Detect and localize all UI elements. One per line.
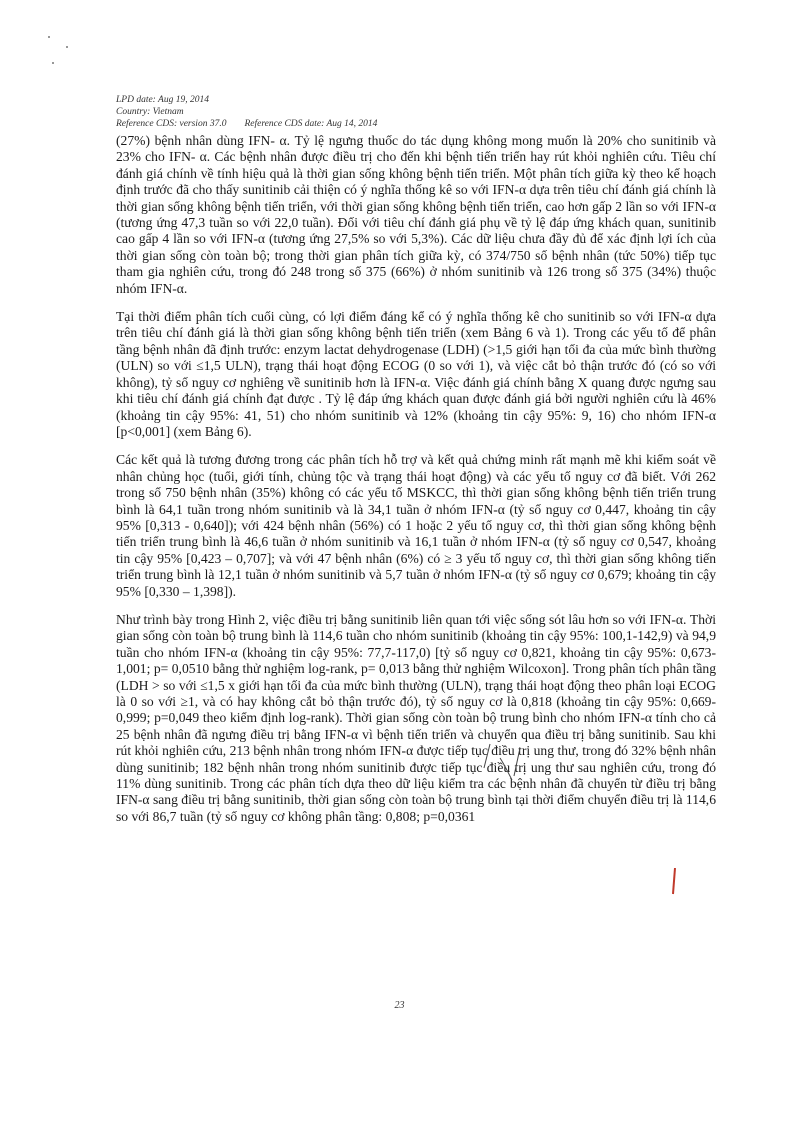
header-reference-version: Reference CDS: version 37.0 <box>116 119 227 129</box>
header-reference-date: Reference CDS date: Aug 14, 2014 <box>244 119 378 129</box>
header-reference <box>116 118 377 130</box>
header-lpd-date: LPD date: Aug 19, 2014 <box>116 95 209 105</box>
red-pen-mark <box>670 868 678 896</box>
page-number: 23 <box>394 1000 405 1011</box>
document-header <box>116 94 377 130</box>
scan-speck <box>52 62 54 64</box>
paragraph-3: Các kết quả là tương đương trong các phân tích hỗ trợ và kết quả chứng minh rất mạnh mẽ khi kiểm soát về nhân chủng học (tuổi, giới tính, chủng tộc và trạng thái hoạt động) và các yếu tố nguy cơ đã biết. Với 262 trong số 750 bệnh nhân (35%) không có các yếu tố MSKCC, thì thời gian sống không bệnh tiến triển trung bình là 64,1 tuần trong nhóm sunitinib và là 34,1 tuần ở nhóm IFN-α (tỷ số nguy cơ 0,447, khoảng tin cậy 95% [0,313 - 0,640]); với 424 bệnh nhân (56%) có 1 hoặc 2 yếu tố nguy cơ, thì thời gian sống không bệnh tiến triển trung bình là 46,6 tuần ở nhóm sunitinib và 16,1 tuần ở nhóm IFN-α (tỷ số nguy cơ 0,547, khoảng tin cậy 95% [0,423 – 0,707]; và với 47 bệnh nhân (6%) có ≥ 3 yếu tố nguy cơ, thì thời gian sống không tiến triển trung bình là 12,1 tuần ở nhóm sunitinib và 5,7 tuần ở nhóm IFN-α (tỷ số nguy cơ 0,679; khoảng tin cậy 95% [0,330 – 1,398]). <box>116 452 716 599</box>
document-body <box>116 133 716 837</box>
header-country: Country: Vietnam <box>116 107 184 117</box>
scan-speck <box>48 36 50 38</box>
paragraph-2: Tại thời điểm phân tích cuối cùng, có lợi điểm đáng kể có ý nghĩa thống kê cho sunitinib so với IFN-α dựa trên tiêu chí đánh giá là thời gian sống không bệnh tiến triển (xem Bảng 6 và 1). Trong các yếu tố để phân tầng bệnh nhân đã định trước: enzym lactat dehydrogenase (LDH) (>1,5 giới hạn tối đa của mức bình thường (ULN) so với ≤1,5 ULN), trạng thái hoạt động ECOG (0 so với 1), và việc cắt bỏ thận trước đó (có so với không), tỷ số nguy cơ nghiêng về sunitinib hơn là IFN-α. Việc đánh giá chính bằng X quang được ngưng sau khi tiêu chí đánh giá chính đạt được . Tỷ lệ đáp ứng khách quan được đánh giá bởi người nghiên cứu là 46% (khoảng tin cậy 95%: 41, 51) cho nhóm sunitinib và 12% (khoảng tin cậy 95%: 9, 16) cho nhóm IFN-α [p<0,001] (xem Bảng 6). <box>116 309 716 439</box>
scan-speck <box>66 46 68 48</box>
paragraph-4: Như trình bày trong Hình 2, việc điều trị bằng sunitinib liên quan tới việc sống sót lâu hơn so với IFN-α. Thời gian sống còn toàn bộ trung bình là 114,6 tuần cho nhóm sunitinib (khoảng tin cậy 95%: 100,1-142,9) và 94,9 tuần cho nhóm IFN-α (khoảng tin cậy 95%: 77,7-117,0) [tỷ số nguy cơ 0,821, khoảng tin cậy 95%: 0,673-1,001; p= 0,0510 bằng thử nghiệm log-rank, p= 0,013 bằng thử nghiệm Wilcoxon]. Trong phân tích phân tầng (LDH > so với ≤1,5 x giới hạn tối đa của mức bình thường (ULN), trạng thái hoạt động theo phân loại ECOG là 0 so với ≥1, và có hay không cắt bỏ thận trước đó), tỷ số nguy cơ là 0,818 (khoảng tin cậy 95%: 0,669-0,999; p=0,049 theo kiểm định log-rank). Thời gian sống còn toàn bộ trung bình cho nhóm IFN-α tính cho cả 25 bệnh nhân đã ngưng điều trị bằng IFN-α vì bệnh tiến triển và chuyển qua điều trị bằng sunitinib. Sau khi rút khỏi nghiên cứu, 213 bệnh nhân trong nhóm IFN-α được tiếp tục điều trị ung thư, trong đó 32% bệnh nhân dùng sunitinib; 182 bệnh nhân trong nhóm sunitinib được tiếp tục điều trị ung thư sau nghiên cứu, trong đó 11% dùng sunitinib. Trong các phân tích dựa theo dữ liệu kiểm tra các bệnh nhân đã chuyển từ điều trị bằng IFN-α sang điều trị bằng sunitinib, thời gian sống còn toàn bộ trung bình tại thời điểm chuyển điều trị là 114,6 so với 86,7 tuần (tỷ số nguy cơ không phân tầng: 0,808; p=0,0361 <box>116 611 716 824</box>
paragraph-1: (27%) bệnh nhân dùng IFN- α. Tỷ lệ ngưng thuốc do tác dụng không mong muốn là 20% cho sunitinib và 23% cho IFN- α. Các bệnh nhân được điều trị cho đến khi bệnh tiến triển hay rút khỏi nghiên cứu. Tiêu chí đánh giá chính về tính hiệu quả là thời gian sống không bệnh tiến triển. Một phân tích giữa kỳ theo kế hoạch định trước đã cho thấy sunitinib cải thiện có ý nghĩa thống kê so với IFN-α dựa trên tiêu chí đánh giá chính là thời gian sống không bệnh tiến triển, với thời gian sống không bệnh tiến triển, cao hơn gấp 2 lần so với IFN-α (tương ứng 47,3 tuần so với 22,0 tuần). Đối với tiêu chí đánh giá phụ về tỷ lệ đáp ứng khách quan, sunitinib cao gấp 4 lần so với IFN-α (tương ứng 27,5% so với 5,3%). Các dữ liệu chưa đầy đủ để xác định lợi ích của thời gian sống còn toàn bộ; trong thời gian phân tích giữa kỳ, có 374/750 số bệnh nhân (tức 50%) tiếp tục tham gia nghiên cứu, trong đó 248 trong số 375 (66%) ở nhóm sunitinib và 126 trong số 375 (34%) thuộc nhóm IFN-α. <box>116 133 716 296</box>
handwritten-annotation <box>460 738 550 788</box>
